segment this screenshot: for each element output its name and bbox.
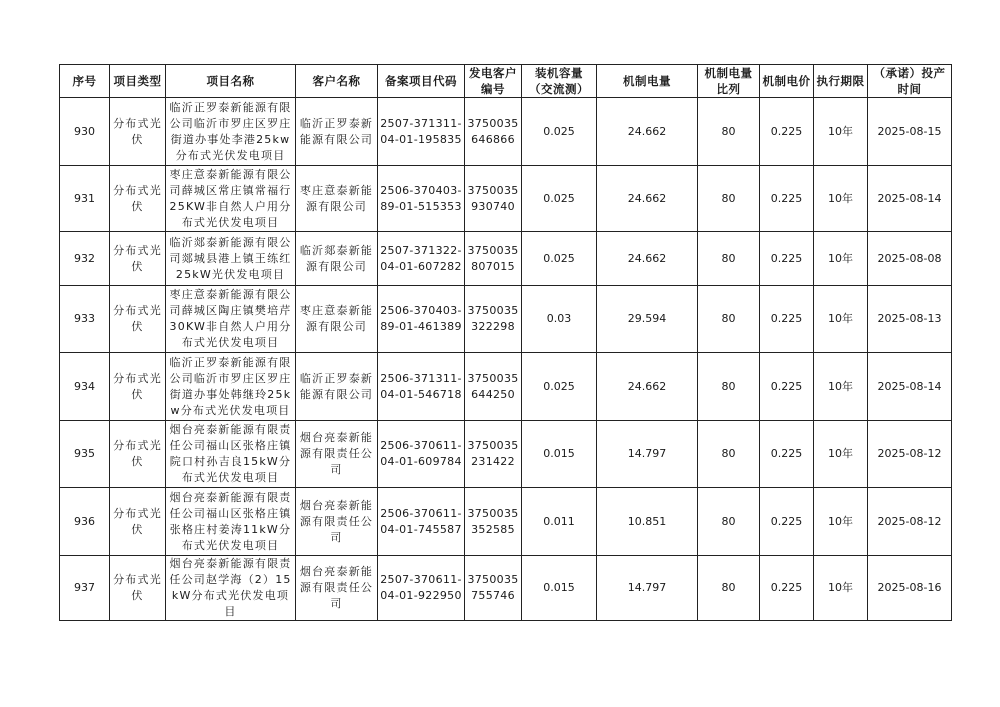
cell-capacity: 0.015 <box>522 421 597 488</box>
cell-account-number: 3750035322298 <box>465 286 522 353</box>
cell-energy-ratio: 80 <box>698 232 760 286</box>
cell-energy-ratio: 80 <box>698 353 760 421</box>
cell-project-type: 分布式光伏 <box>110 232 166 286</box>
table-row <box>60 286 952 353</box>
cell-mechanism-energy: 29.594 <box>597 286 698 353</box>
cell-project-type: 分布式光伏 <box>110 286 166 353</box>
header-filing-code: 备案项目代码 <box>378 65 465 98</box>
cell-mechanism-energy: 14.797 <box>597 421 698 488</box>
cell-project-name: 烟台亮泰新能源有限责任公司福山区张格庄镇张格庄村姜涛11kW分布式光伏发电项目 <box>166 488 296 556</box>
table-row <box>60 488 952 556</box>
cell-seq: 935 <box>60 421 110 488</box>
cell-filing-code: 2507-371322-04-01-607282 <box>378 232 465 286</box>
header-capacity: 装机容量 （交流测） <box>522 65 597 98</box>
cell-commission-date: 2025-08-13 <box>868 286 952 353</box>
cell-term: 10年 <box>814 488 868 556</box>
header-project-name: 项目名称 <box>166 65 296 98</box>
cell-filing-code: 2507-370611-04-01-922950 <box>378 556 465 621</box>
header-term: 执行期限 <box>814 65 868 98</box>
cell-customer-name: 枣庄意泰新能源有限公司 <box>296 286 378 353</box>
cell-customer-name: 烟台亮泰新能源有限责任公司 <box>296 556 378 621</box>
table-row <box>60 166 952 232</box>
table-row <box>60 353 952 421</box>
cell-mechanism-price: 0.225 <box>760 421 814 488</box>
cell-term: 10年 <box>814 232 868 286</box>
cell-project-name: 枣庄意泰新能源有限公司薛城区陶庄镇樊培芹30KW非自然人户用分布式光伏发电项目 <box>166 286 296 353</box>
cell-term: 10年 <box>814 556 868 621</box>
cell-mechanism-energy: 24.662 <box>597 166 698 232</box>
cell-customer-name: 临沂正罗泰新能源有限公司 <box>296 353 378 421</box>
cell-project-type: 分布式光伏 <box>110 488 166 556</box>
cell-energy-ratio: 80 <box>698 421 760 488</box>
cell-term: 10年 <box>814 166 868 232</box>
cell-mechanism-price: 0.225 <box>760 556 814 621</box>
cell-filing-code: 2506-370611-04-01-745587 <box>378 488 465 556</box>
project-registry-table <box>59 64 952 621</box>
cell-mechanism-price: 0.225 <box>760 286 814 353</box>
cell-account-number: 3750035646866 <box>465 98 522 166</box>
cell-mechanism-price: 0.225 <box>760 98 814 166</box>
cell-seq: 931 <box>60 166 110 232</box>
cell-account-number: 3750035644250 <box>465 353 522 421</box>
cell-customer-name: 临沂郯泰新能源有限公司 <box>296 232 378 286</box>
cell-capacity: 0.025 <box>522 232 597 286</box>
cell-mechanism-price: 0.225 <box>760 166 814 232</box>
table-header-row <box>60 65 952 98</box>
cell-capacity: 0.025 <box>522 166 597 232</box>
cell-customer-name: 烟台亮泰新能源有限责任公司 <box>296 488 378 556</box>
cell-project-type: 分布式光伏 <box>110 98 166 166</box>
cell-account-number: 3750035352585 <box>465 488 522 556</box>
cell-seq: 932 <box>60 232 110 286</box>
cell-term: 10年 <box>814 286 868 353</box>
cell-mechanism-price: 0.225 <box>760 232 814 286</box>
header-customer-name: 客户名称 <box>296 65 378 98</box>
table-row <box>60 232 952 286</box>
cell-project-type: 分布式光伏 <box>110 421 166 488</box>
cell-term: 10年 <box>814 353 868 421</box>
cell-filing-code: 2506-370403-89-01-461389 <box>378 286 465 353</box>
header-mechanism-price: 机制电价 <box>760 65 814 98</box>
cell-energy-ratio: 80 <box>698 166 760 232</box>
cell-customer-name: 临沂正罗泰新能源有限公司 <box>296 98 378 166</box>
cell-project-type: 分布式光伏 <box>110 166 166 232</box>
cell-energy-ratio: 80 <box>698 556 760 621</box>
cell-commission-date: 2025-08-15 <box>868 98 952 166</box>
cell-project-name: 临沂正罗泰新能源有限公司临沂市罗庄区罗庄街道办事处李港25kw分布式光伏发电项目 <box>166 98 296 166</box>
cell-seq: 936 <box>60 488 110 556</box>
cell-mechanism-price: 0.225 <box>760 353 814 421</box>
table-row <box>60 556 952 621</box>
cell-account-number: 3750035755746 <box>465 556 522 621</box>
cell-seq: 937 <box>60 556 110 621</box>
cell-seq: 930 <box>60 98 110 166</box>
cell-filing-code: 2507-371311-04-01-195835 <box>378 98 465 166</box>
header-account-number: 发电客户 编号 <box>465 65 522 98</box>
cell-project-name: 临沂郯泰新能源有限公司郯城县港上镇王练红25kW光伏发电项目 <box>166 232 296 286</box>
cell-project-name: 烟台亮泰新能源有限责任公司福山区张格庄镇院口村孙吉良15kW分布式光伏发电项目 <box>166 421 296 488</box>
cell-mechanism-energy: 24.662 <box>597 353 698 421</box>
header-commission-date: （承诺）投产 时间 <box>868 65 952 98</box>
cell-project-name: 临沂正罗泰新能源有限公司临沂市罗庄区罗庄街道办事处韩继玲25kw分布式光伏发电项目 <box>166 353 296 421</box>
cell-capacity: 0.03 <box>522 286 597 353</box>
cell-commission-date: 2025-08-16 <box>868 556 952 621</box>
cell-account-number: 3750035231422 <box>465 421 522 488</box>
header-energy-ratio: 机制电量 比列 <box>698 65 760 98</box>
cell-filing-code: 2506-370403-89-01-515353 <box>378 166 465 232</box>
cell-account-number: 3750035807015 <box>465 232 522 286</box>
cell-customer-name: 枣庄意泰新能源有限公司 <box>296 166 378 232</box>
cell-mechanism-energy: 24.662 <box>597 232 698 286</box>
cell-commission-date: 2025-08-14 <box>868 353 952 421</box>
cell-mechanism-energy: 10.851 <box>597 488 698 556</box>
cell-seq: 933 <box>60 286 110 353</box>
table-row <box>60 98 952 166</box>
cell-project-name: 烟台亮泰新能源有限责任公司赵学海（2）15kW分布式光伏发电项目 <box>166 556 296 621</box>
cell-capacity: 0.025 <box>522 353 597 421</box>
cell-energy-ratio: 80 <box>698 488 760 556</box>
cell-energy-ratio: 80 <box>698 286 760 353</box>
cell-mechanism-price: 0.225 <box>760 488 814 556</box>
cell-account-number: 3750035930740 <box>465 166 522 232</box>
cell-capacity: 0.025 <box>522 98 597 166</box>
cell-commission-date: 2025-08-08 <box>868 232 952 286</box>
cell-filing-code: 2506-371311-04-01-546718 <box>378 353 465 421</box>
cell-commission-date: 2025-08-12 <box>868 421 952 488</box>
cell-commission-date: 2025-08-12 <box>868 488 952 556</box>
cell-commission-date: 2025-08-14 <box>868 166 952 232</box>
header-project-type: 项目类型 <box>110 65 166 98</box>
cell-mechanism-energy: 24.662 <box>597 98 698 166</box>
table-row <box>60 421 952 488</box>
header-seq: 序号 <box>60 65 110 98</box>
cell-filing-code: 2506-370611-04-01-609784 <box>378 421 465 488</box>
cell-mechanism-energy: 14.797 <box>597 556 698 621</box>
cell-capacity: 0.011 <box>522 488 597 556</box>
cell-customer-name: 烟台亮泰新能源有限责任公司 <box>296 421 378 488</box>
cell-capacity: 0.015 <box>522 556 597 621</box>
cell-project-name: 枣庄意泰新能源有限公司薛城区常庄镇常福行25KW非自然人户用分布式光伏发电项目 <box>166 166 296 232</box>
cell-term: 10年 <box>814 98 868 166</box>
cell-project-type: 分布式光伏 <box>110 353 166 421</box>
cell-project-type: 分布式光伏 <box>110 556 166 621</box>
cell-seq: 934 <box>60 353 110 421</box>
header-mechanism-energy: 机制电量 <box>597 65 698 98</box>
cell-energy-ratio: 80 <box>698 98 760 166</box>
cell-term: 10年 <box>814 421 868 488</box>
